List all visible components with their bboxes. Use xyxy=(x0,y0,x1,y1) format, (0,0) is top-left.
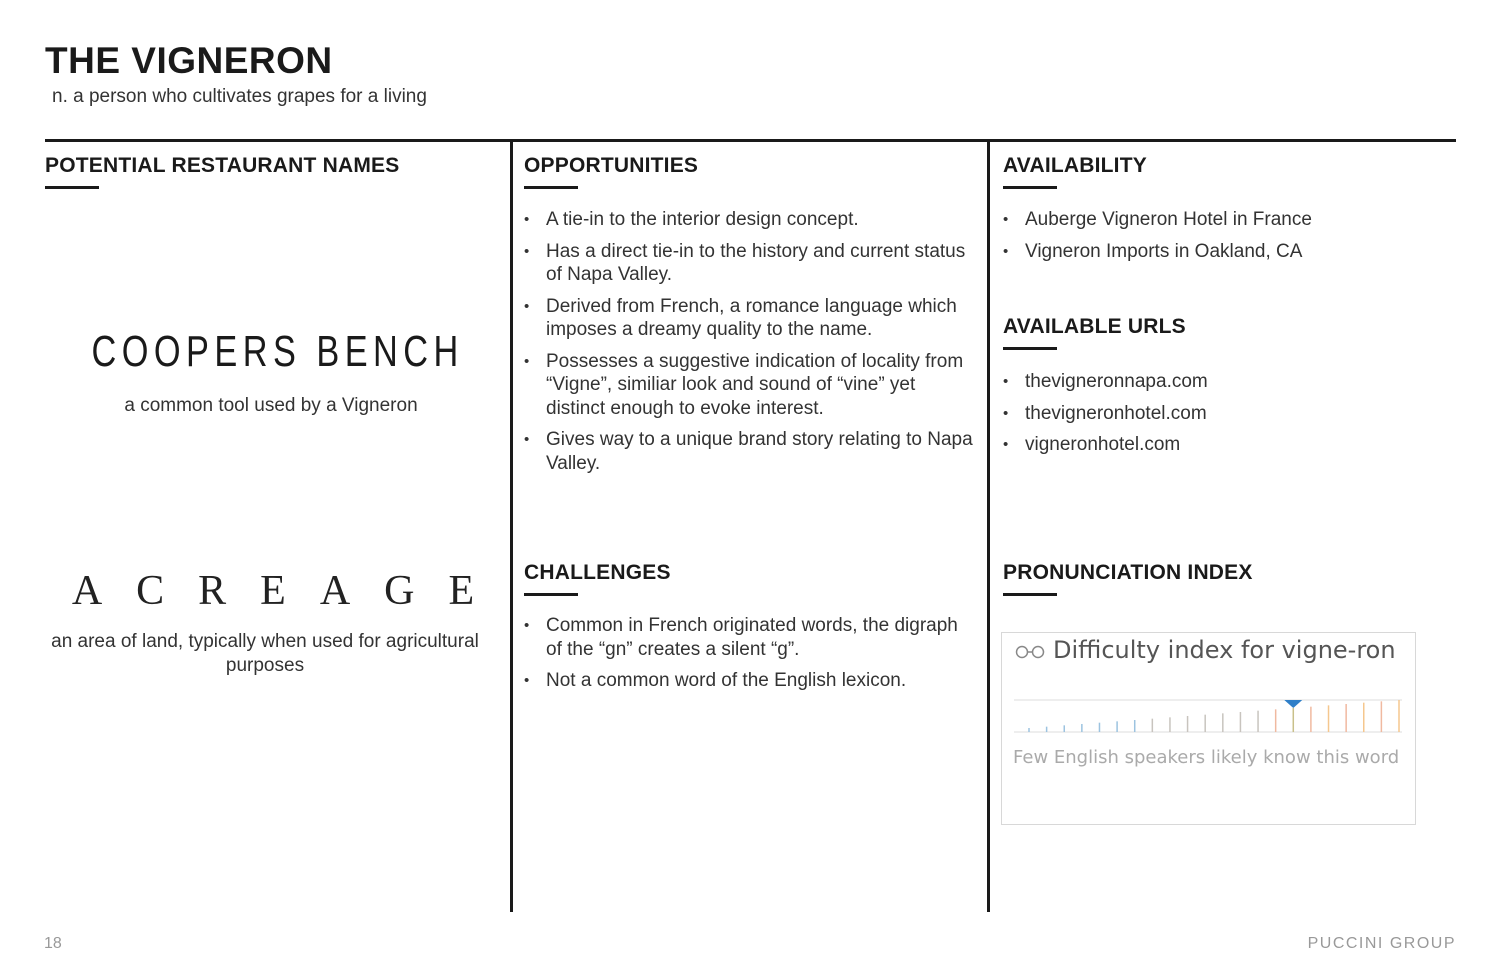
urls-list xyxy=(1003,370,1453,465)
opportunities-heading: OPPORTUNITIES xyxy=(524,154,699,177)
difficulty-scale xyxy=(1014,696,1402,734)
pronunciation-heading: PRONUNCIATION INDEX xyxy=(1003,561,1253,584)
name-description: a common tool used by a Vigneron xyxy=(124,395,418,416)
challenges-list xyxy=(524,614,964,701)
list-item: • Not a common word of the English lexicon. xyxy=(524,669,964,693)
name-coopers-bench-row xyxy=(45,326,511,378)
name-description: an area of land, typically when used for agricultural purposes xyxy=(51,631,479,676)
challenges-heading: CHALLENGES xyxy=(524,561,671,584)
urls-heading: AVAILABLE URLS xyxy=(1003,315,1186,338)
heading-rule xyxy=(1003,186,1057,189)
list-item: • thevigneronhotel.com xyxy=(1003,402,1453,426)
widget-title: Difficulty index for vigne-ron xyxy=(1053,636,1396,664)
heading-rule xyxy=(524,186,578,189)
heading-rule xyxy=(1003,347,1057,350)
name-coopers-bench: COOPERS BENCH xyxy=(91,327,465,376)
difficulty-index-widget xyxy=(1001,632,1416,825)
difficulty-note: Few English speakers likely know this word xyxy=(1013,747,1400,768)
list-item: • thevigneronnapa.com xyxy=(1003,370,1453,394)
page-subtitle: n. a person who cultivates grapes for a living xyxy=(52,86,427,107)
list-item: • Common in French originated words, the digraph of the “gn” creates a silent “g”. xyxy=(524,614,964,661)
availability-heading: AVAILABILITY xyxy=(1003,154,1147,177)
names-heading: POTENTIAL RESTAURANT NAMES xyxy=(45,154,400,177)
list-item: • A tie-in to the interior design concept. xyxy=(524,208,979,232)
availability-list xyxy=(1003,208,1453,271)
list-item: • Possesses a suggestive indication of locality from “Vigne”, similiar look and sound of “vine” yet distinct enough to evoke interest. xyxy=(524,350,979,421)
list-item: • Has a direct tie-in to the history and current status of Napa Valley. xyxy=(524,240,979,287)
difficulty-marker xyxy=(1284,700,1302,708)
list-item: • vigneronhotel.com xyxy=(1003,433,1453,457)
column-divider xyxy=(987,140,990,912)
glasses-icon xyxy=(1014,645,1046,659)
name-acreage: ACREAGE xyxy=(71,568,509,614)
opportunities-list xyxy=(524,208,979,483)
page-number: 18 xyxy=(44,935,62,952)
heading-rule xyxy=(1003,593,1057,596)
heading-rule xyxy=(524,593,578,596)
top-divider xyxy=(45,139,1456,142)
list-item: • Derived from French, a romance language which imposes a dreamy quality to the name. xyxy=(524,295,979,342)
name-acreage-row xyxy=(40,566,509,616)
list-item: • Auberge Vigneron Hotel in France xyxy=(1003,208,1453,232)
heading-rule xyxy=(45,186,99,189)
brand-name: PUCCINI GROUP xyxy=(1307,935,1456,952)
column-divider xyxy=(510,140,513,912)
list-item: • Vigneron Imports in Oakland, CA xyxy=(1003,240,1453,264)
page-title: THE VIGNERON xyxy=(45,40,333,81)
list-item: • Gives way to a unique brand story relating to Napa Valley. xyxy=(524,428,979,475)
